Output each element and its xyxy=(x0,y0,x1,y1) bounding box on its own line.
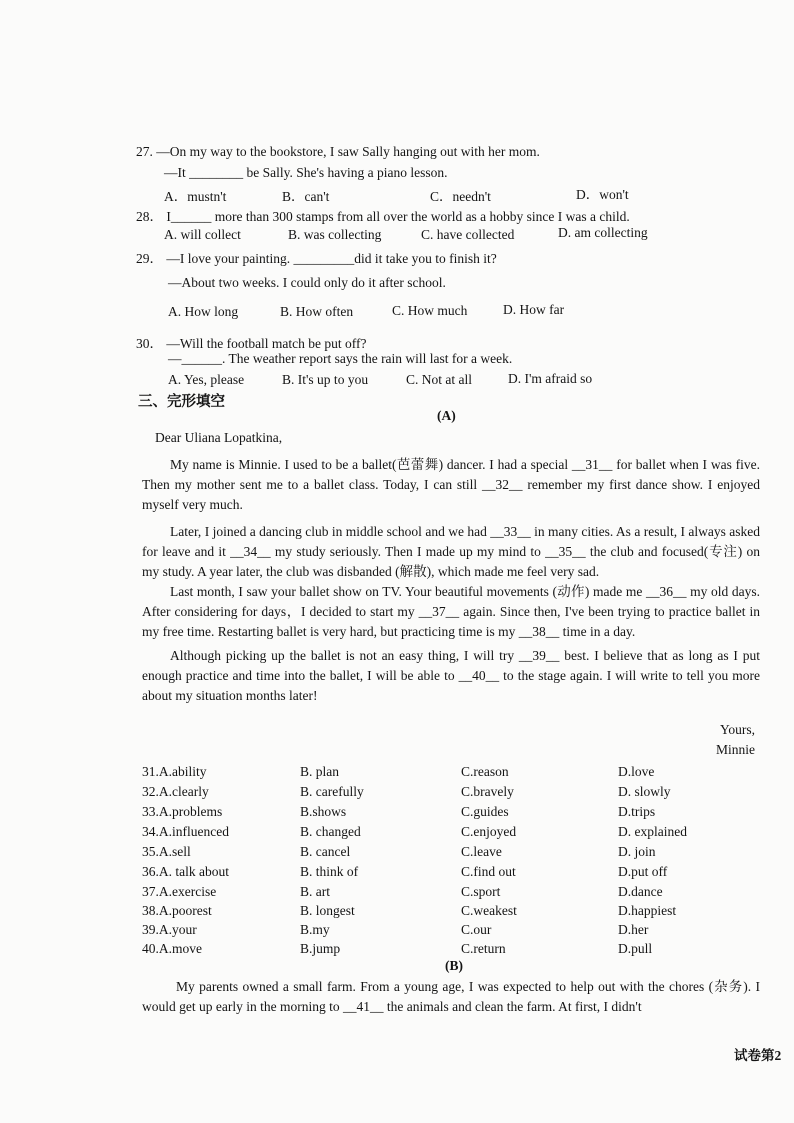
choice-d: D.put off xyxy=(618,864,668,879)
letter-greeting: Dear Uliana Lopatkina, xyxy=(155,430,283,445)
choice-c: C.weakest xyxy=(461,903,517,918)
paragraph: My name is Minnie. I used to be a ballet(芭蕾舞) dancer. I had a special __31__ for ballet when I was five. Then my mother sent me to a ballet class. Today, I can still __32__ remember my first dance show. I enjoyed myself very much. xyxy=(142,457,760,512)
choice-c: C.leave xyxy=(461,844,502,859)
option-a: A. Yes, please xyxy=(168,372,245,387)
question-27-response: —It ________ be Sally. She's having a piano lesson. xyxy=(164,165,448,180)
choice-d: D. join xyxy=(618,844,656,859)
option-d: D. How far xyxy=(503,302,565,317)
choice-d: D. slowly xyxy=(618,784,671,799)
option-c: C. How much xyxy=(392,303,468,318)
choice-a: 35.A.sell xyxy=(142,844,191,859)
option-c: C. Not at all xyxy=(406,372,472,387)
question-number: 30． xyxy=(136,336,163,351)
choice-c: C.return xyxy=(461,941,506,956)
option-b: B. How often xyxy=(280,304,354,319)
passage-b-label: (B) xyxy=(445,958,463,973)
option-b: B．can't xyxy=(282,189,330,204)
choice-row xyxy=(142,903,762,923)
section-title: 三、完形填空 xyxy=(138,394,225,410)
option-d: D. I'm afraid so xyxy=(508,371,593,386)
choice-c: C.enjoyed xyxy=(461,824,517,839)
option-a: A．mustn't xyxy=(164,189,227,204)
option-a: A. will collect xyxy=(164,227,241,242)
choice-d: D.happiest xyxy=(618,903,677,918)
choice-a: 40.A.move xyxy=(142,941,202,956)
question-text: —Will the football match be put off? xyxy=(166,336,367,351)
choice-row xyxy=(142,884,762,904)
option-d: D. am collecting xyxy=(558,225,648,240)
choice-row xyxy=(142,784,762,804)
choice-c: C.guides xyxy=(461,804,509,819)
option-c: C．needn't xyxy=(430,189,491,204)
question-30-response: —______. The weather report says the rain will last for a week. xyxy=(168,351,513,366)
choice-d: D.dance xyxy=(618,884,663,899)
choice-d: D.love xyxy=(618,764,655,779)
choice-a: 37.A.exercise xyxy=(142,884,217,899)
choice-b: B.jump xyxy=(300,941,341,956)
choice-c: C.find out xyxy=(461,864,516,879)
choice-d: D. explained xyxy=(618,824,687,839)
choice-d: D.her xyxy=(618,922,649,937)
question-29-stem xyxy=(136,247,497,267)
choice-row xyxy=(142,824,762,844)
choice-d: D.pull xyxy=(618,941,653,956)
letter-closing: Yours, xyxy=(720,722,756,737)
paragraph: My parents owned a small farm. From a young age, I was expected to help out with the chores (杂务). I would get up early in the morning to __41__ the animals and clean the farm. At first, I didn't xyxy=(142,979,760,1014)
choice-a: 32.A.clearly xyxy=(142,784,209,799)
option-a: A. How long xyxy=(168,304,239,319)
choice-row xyxy=(142,844,762,864)
choice-a: 33.A.problems xyxy=(142,804,223,819)
cloze-passage-a xyxy=(142,455,760,706)
choice-d: D.trips xyxy=(618,804,656,819)
choice-a: 34.A.influenced xyxy=(142,824,229,839)
question-text: —On my way to the bookstore, I saw Sally hanging out with her mom. xyxy=(156,144,540,159)
question-number: 29． xyxy=(136,251,163,266)
choice-b: B.my xyxy=(300,922,330,937)
question-number: 27. xyxy=(136,144,153,159)
choice-row xyxy=(142,864,762,884)
choice-b: B. carefully xyxy=(300,784,364,799)
page-footer-label: 试卷第2 xyxy=(734,1048,782,1063)
question-text: —I love your painting. _________did it take you to finish it? xyxy=(166,251,497,266)
choice-b: B. cancel xyxy=(300,844,351,859)
passage-a-label: (A) xyxy=(437,408,456,423)
question-30-stem xyxy=(136,332,367,352)
option-b: B. It's up to you xyxy=(282,372,369,387)
option-b: B. was collecting xyxy=(288,227,382,242)
choice-b: B. longest xyxy=(300,903,355,918)
choice-b: B.shows xyxy=(300,804,347,819)
choice-c: C.bravely xyxy=(461,784,514,799)
paragraph: Later, I joined a dancing club in middle school and we had __33__ in many cities. As a result, I always asked for leave and it __34__ my study seriously. Then I made up my mind to __35__ the club and focused(专注) on my study. A year later, the club was disbanded (解散), which made me feel very sad. xyxy=(142,524,760,579)
option-d: D．won't xyxy=(576,187,629,202)
choice-c: C.reason xyxy=(461,764,509,779)
question-27-stem xyxy=(136,144,540,160)
choice-row xyxy=(142,804,762,824)
choice-c: C.our xyxy=(461,922,492,937)
cloze-passage-b xyxy=(142,977,760,1017)
question-number: 28． xyxy=(136,209,163,224)
choice-b: B. changed xyxy=(300,824,361,839)
choice-c: C.sport xyxy=(461,884,501,899)
paragraph: Although picking up the ballet is not an easy thing, I will try __39__ best. I believe that as long as I put enough practice and time into the ballet, I will be able to __40__ to the stage again. I will write to tell you more about my situation months later! xyxy=(142,648,760,703)
choice-row xyxy=(142,922,762,942)
option-c: C. have collected xyxy=(421,227,515,242)
question-text: I______ more than 300 stamps from all over the world as a hobby since I was a child. xyxy=(166,209,630,224)
choice-b: B. plan xyxy=(300,764,339,779)
paragraph: Last month, I saw your ballet show on TV. Your beautiful movements (动作) made me __36__ my old days. After considering for days，I decided to start my __37__ again. Since then, I've been trying to practice ballet in my free time. Restarting ballet is very hard, but practicing time is my __38__ time in a day. xyxy=(142,584,760,639)
letter-signature: Minnie xyxy=(716,742,755,757)
choice-a: 31.A.ability xyxy=(142,764,207,779)
choice-a: 38.A.poorest xyxy=(142,903,212,918)
question-28-stem xyxy=(136,205,630,225)
choice-b: B. think of xyxy=(300,864,359,879)
choice-b: B. art xyxy=(300,884,330,899)
choice-a: 36.A. talk about xyxy=(142,864,229,879)
choice-row xyxy=(142,764,762,784)
choice-a: 39.A.your xyxy=(142,922,197,937)
question-29-response: —About two weeks. I could only do it after school. xyxy=(168,275,446,290)
